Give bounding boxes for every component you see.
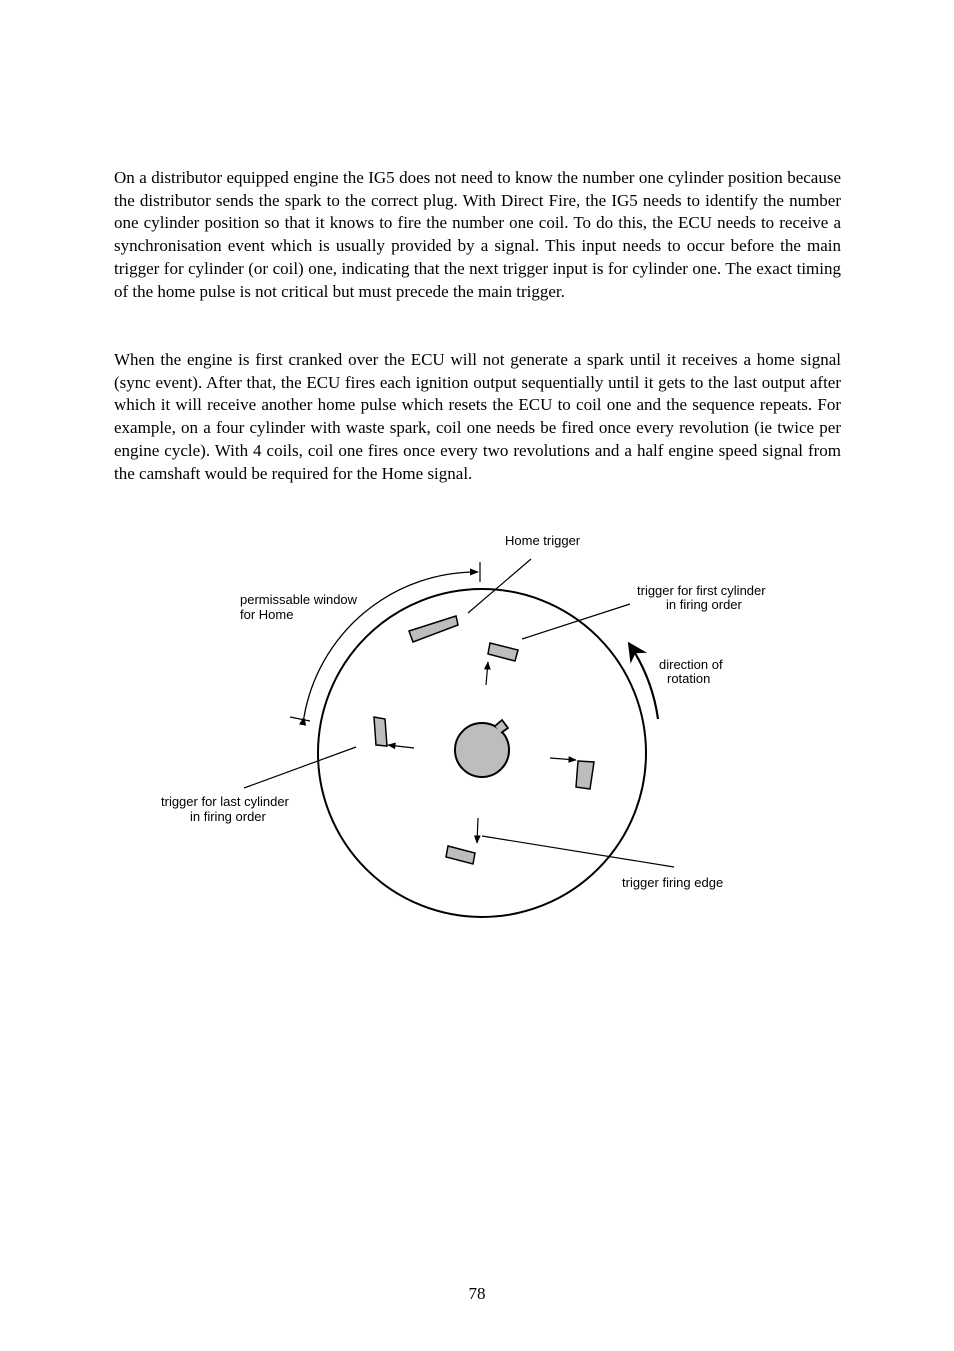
firing-edge-arrow-left [388,745,414,748]
home-trigger-leader [468,559,531,613]
first-cylinder-trigger-segment [488,643,518,661]
permissable-window-label-1: permissable window [240,592,358,607]
firing-edge-arrow-top [486,662,488,685]
firing-edge-arrow-right [550,758,576,760]
home-trigger-segment [409,616,458,642]
window-tick-bottom [290,717,310,721]
paragraph-direct-fire: On a distributor equipped engine the IG5 does not need to know the number one cylinder position because the distributor sends the spark to the correct plug. With Direct Fire, the IG5 needs to identify the number one cylinder position so that it knows to fire the number one coil. To do this, the ECU needs to receive a synchronisation event which is usually provided by a signal. This input needs to occur before the main trigger for cylinder (or coil) one, indicating that the next trigger input is for cylinder one. The exact timing of the home pulse is not critical but must precede the main trigger. [114,168,841,301]
last-cylinder-trigger-segment [446,846,475,864]
last-cylinder-label-2: in firing order [190,809,266,824]
firing-edge-leader [482,836,674,867]
permissable-window-label-2: for Home [240,607,294,622]
last-cylinder-leader [244,747,356,788]
left-trigger-segment [374,717,387,746]
direction-label-1: direction of [659,657,723,672]
first-cylinder-label-1: trigger for first cylinder [637,583,766,598]
direction-label-2: rotation [667,671,711,686]
last-cylinder-label-1: trigger for last cylinder [161,794,289,809]
right-trigger-segment [576,761,594,789]
first-cylinder-leader [522,604,630,639]
first-cylinder-label-2: in firing order [666,597,742,612]
paragraph-cranking: When the engine is first cranked over the ECU will not generate a spark until it receives a home signal (sync event). After that, the ECU fires each ignition output sequentially until it gets to the last output after which it will receive another home pulse which resets the ECU to coil one and the sequence repeats. For example, on a four cylinder with waste spark, coil one needs be fired once every revolution (ie twice per engine cycle). With 4 coils, coil one fires once every two revolutions and a half engine speed signal from the camshaft would be required for the Home signal. [114,350,841,483]
direction-of-rotation-arrow [630,645,658,719]
page-number: 78 [468,1284,486,1303]
firing-edge-label: trigger firing edge [622,875,724,890]
hub-icon [455,720,509,777]
firing-edge-arrow-bottom [477,818,478,843]
home-trigger-label: Home trigger [505,533,581,548]
trigger-wheel-diagram [140,525,800,925]
